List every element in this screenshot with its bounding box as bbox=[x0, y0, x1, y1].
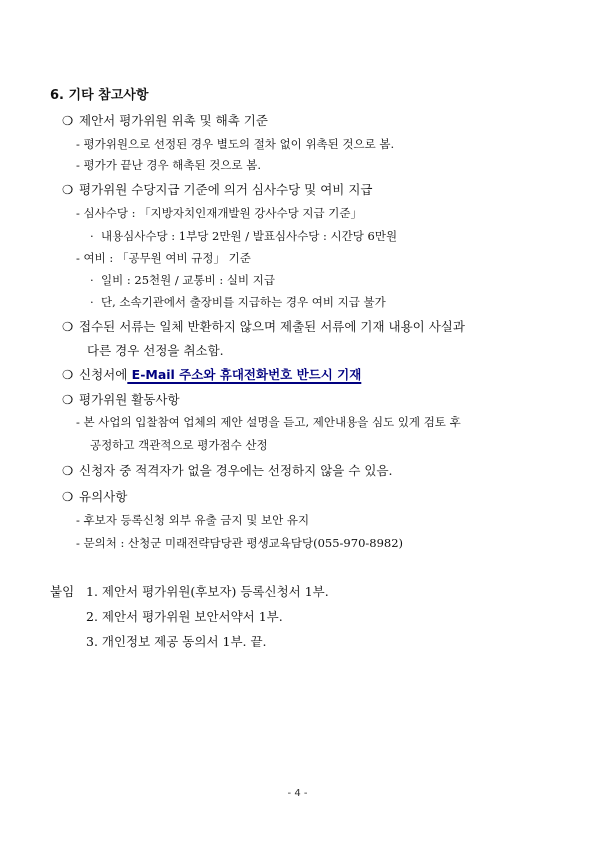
item-continuation: 다른 경우 선정을 취소함. bbox=[87, 343, 224, 358]
item-text: 평가위원 활동사항 bbox=[79, 392, 180, 407]
item-notes bbox=[62, 487, 127, 505]
sub-item-text: 후보자 등록신청 외부 유출 금지 및 보안 유지 bbox=[83, 513, 310, 527]
sub-sub-item bbox=[90, 294, 386, 310]
attachment-item: 3. 개인정보 제공 동의서 1부. 끝. bbox=[86, 634, 267, 649]
sub-sub-item bbox=[90, 272, 275, 288]
circle-bullet-icon: ❍ bbox=[62, 367, 74, 382]
circle-bullet-icon: ❍ bbox=[62, 463, 74, 478]
sub-item-text: 문의처 : 산청군 미래전략담당관 평생교육담당(055-970-8982) bbox=[83, 536, 404, 550]
page-number: - 4 - bbox=[287, 788, 308, 799]
circle-bullet-icon: ❍ bbox=[62, 182, 74, 197]
dot-bullet: · bbox=[90, 295, 94, 309]
dot-bullet: · bbox=[90, 229, 94, 243]
circle-bullet-icon: ❍ bbox=[62, 319, 74, 334]
dash-bullet: - bbox=[76, 415, 80, 429]
item-text: 신청자 중 적격자가 없을 경우에는 선정하지 않을 수 있음. bbox=[79, 463, 393, 478]
dot-bullet: · bbox=[90, 273, 94, 287]
item-no-qualified bbox=[62, 461, 393, 479]
dash-bullet: - bbox=[76, 536, 80, 550]
dash-bullet: - bbox=[76, 137, 80, 151]
dash-bullet: - bbox=[76, 513, 80, 527]
attachment-item: 2. 제안서 평가위원 보안서약서 1부. bbox=[86, 609, 283, 624]
circle-bullet-icon: ❍ bbox=[62, 113, 74, 128]
sub-item bbox=[76, 250, 251, 266]
sub-sub-item-text: 단, 소속기관에서 출장비를 지급하는 경우 여비 지급 불가 bbox=[100, 295, 386, 309]
sub-sub-item-text: 내용심사수당 : 1부당 2만원 / 발표심사수당 : 시간당 6만원 bbox=[100, 229, 398, 243]
sub-item bbox=[76, 157, 261, 173]
item-documents bbox=[62, 317, 465, 335]
sub-item bbox=[76, 512, 309, 528]
item-allowance bbox=[62, 180, 372, 198]
sub-item bbox=[76, 414, 461, 430]
dash-bullet: - bbox=[76, 206, 80, 220]
sub-item-continuation: 공정하고 객관적으로 평가점수 산정 bbox=[90, 438, 268, 452]
sub-sub-item-text: 일비 : 25천원 / 교통비 : 실비 지급 bbox=[100, 273, 276, 287]
sub-item bbox=[76, 205, 362, 221]
sub-sub-item bbox=[90, 228, 397, 244]
sub-item-text: 본 사업의 입찰참여 업체의 제안 설명을 듣고, 제안내용을 심도 있게 검토 후 bbox=[83, 415, 461, 429]
item-text: 제안서 평가위원 위촉 및 해촉 기준 bbox=[79, 113, 268, 128]
circle-bullet-icon: ❍ bbox=[62, 392, 74, 407]
item-text: 신청서에 bbox=[79, 367, 128, 382]
sub-item-text: 심사수당 : 「지방자치인재개발원 강사수당 지급 기준」 bbox=[83, 206, 362, 220]
sub-item-text: 평가가 끝난 경우 해촉된 것으로 봄. bbox=[83, 158, 262, 172]
item-text: 유의사항 bbox=[79, 489, 128, 504]
item-activities bbox=[62, 390, 180, 408]
sub-item-text: 여비 : 「공무원 여비 규정」 기준 bbox=[83, 251, 251, 265]
item-contact-required bbox=[62, 365, 361, 383]
sub-item-contact bbox=[76, 535, 403, 551]
sub-item-text: 평가위원으로 선정된 경우 별도의 절차 없이 위촉된 것으로 봄. bbox=[83, 137, 395, 151]
dash-bullet: - bbox=[76, 251, 80, 265]
section-heading: 6. 기타 참고사항 bbox=[50, 88, 149, 103]
item-evaluator-criteria bbox=[62, 111, 268, 129]
item-text: 접수된 서류는 일체 반환하지 않으며 제출된 서류에 기재 내용이 사실과 bbox=[79, 319, 465, 334]
sub-item bbox=[76, 136, 394, 152]
highlighted-notice: E-Mail 주소와 휴대전화번호 반드시 기재 bbox=[127, 367, 362, 382]
item-text: 평가위원 수당지급 기준에 의거 심사수당 및 여비 지급 bbox=[79, 182, 373, 197]
attachment-label: 붙임 bbox=[50, 584, 75, 599]
circle-bullet-icon: ❍ bbox=[62, 489, 74, 504]
attachment-item: 1. 제안서 평가위원(후보자) 등록신청서 1부. bbox=[86, 584, 329, 599]
dash-bullet: - bbox=[76, 158, 80, 172]
